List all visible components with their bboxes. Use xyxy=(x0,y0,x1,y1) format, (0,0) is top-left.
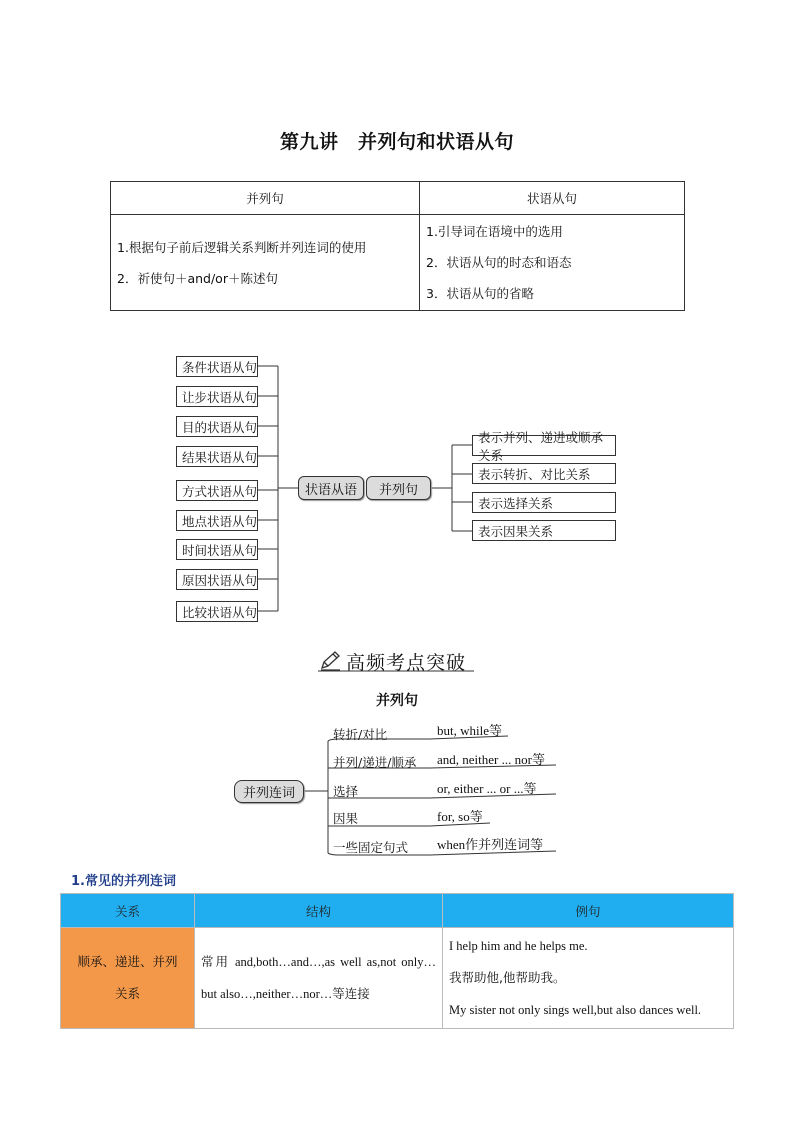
branch-example: or, either ... or ...等 xyxy=(437,781,537,796)
relation-box: 表示因果关系 xyxy=(472,520,616,541)
overview-header-left: 并列句 xyxy=(111,182,420,215)
page-title: 第九讲 并列句和状语从句 xyxy=(279,131,514,153)
overview-right-item: 3．状语从句的省略 xyxy=(426,286,534,301)
mindmap-center-left: 状语从语 xyxy=(298,476,364,500)
relation-box: 表示选择关系 xyxy=(472,492,616,513)
conj-header-structure: 结构 xyxy=(195,894,443,928)
pencil-icon xyxy=(318,650,342,672)
structure-cell: 常用 and,both…and…,as well as,not only…but also…,neither…nor…等连接 xyxy=(195,928,443,1029)
overview-left-item: 1.根据句子前后逻辑关系判断并列连词的使用 xyxy=(117,239,367,255)
relation-box: 表示转折、对比关系 xyxy=(472,463,616,484)
mindmap-center-right: 并列句 xyxy=(366,476,431,500)
branch-example: when作并列连词等 xyxy=(437,837,544,852)
clause-type-box: 条件状语从句 xyxy=(176,356,258,377)
clause-type-box: 地点状语从句 xyxy=(176,510,258,531)
clause-type-box: 比较状语从句 xyxy=(176,601,258,622)
clause-type-box: 结果状语从句 xyxy=(176,446,258,467)
relation-box: 表示并列、递进或顺承关系 xyxy=(472,435,616,456)
conj-header-example: 例句 xyxy=(443,894,734,928)
branch-example: for, so等 xyxy=(437,809,483,824)
conjunction-table xyxy=(60,893,734,1029)
relation-line: 顺承、递进、并列 xyxy=(77,954,178,969)
overview-right-item: 2．状语从句的时态和语态 xyxy=(426,255,572,270)
branch-example: and, neither ... nor等 xyxy=(437,752,545,767)
table-row xyxy=(61,928,734,1029)
conj-header-relation: 关系 xyxy=(61,894,195,928)
section-heading xyxy=(318,648,478,674)
clause-type-box: 让步状语从句 xyxy=(176,386,258,407)
clause-type-box: 目的状语从句 xyxy=(176,416,258,437)
branch-label: 因果 xyxy=(333,811,359,826)
example-sentence: My sister not only sings well,but also dances well. xyxy=(449,1003,702,1017)
branch-label: 并列/递进/顺承 xyxy=(333,755,417,770)
example-cell xyxy=(443,928,734,1029)
overview-right-item: 1.引导词在语境中的选用 xyxy=(426,224,563,239)
branch-label: 转折/对比 xyxy=(333,727,388,742)
subheading: 并列句 xyxy=(376,693,418,709)
clause-type-box: 时间状语从句 xyxy=(176,539,258,560)
branch-label: 一些固定句式 xyxy=(333,840,409,855)
relation-cell xyxy=(61,928,195,1029)
example-sentence: I help him and he helps me. xyxy=(449,939,588,953)
relation-line: 关系 xyxy=(114,986,140,1001)
section-heading-text: 高频考点突破 xyxy=(346,651,467,674)
clause-type-box: 方式状语从句 xyxy=(176,480,258,501)
branch-example: but, while等 xyxy=(437,723,502,738)
overview-left-item: 2．祈使句＋and/or＋陈述句 xyxy=(117,270,278,286)
mindmap2-root: 并列连词 xyxy=(234,780,304,803)
clause-type-box: 原因状语从句 xyxy=(176,569,258,590)
example-sentence: 我帮助他,他帮助我。 xyxy=(449,970,566,985)
overview-header-right: 状语从句 xyxy=(420,182,685,215)
branch-label: 选择 xyxy=(333,784,359,799)
section-1-title: 1.常见的并列连词 xyxy=(71,874,176,889)
